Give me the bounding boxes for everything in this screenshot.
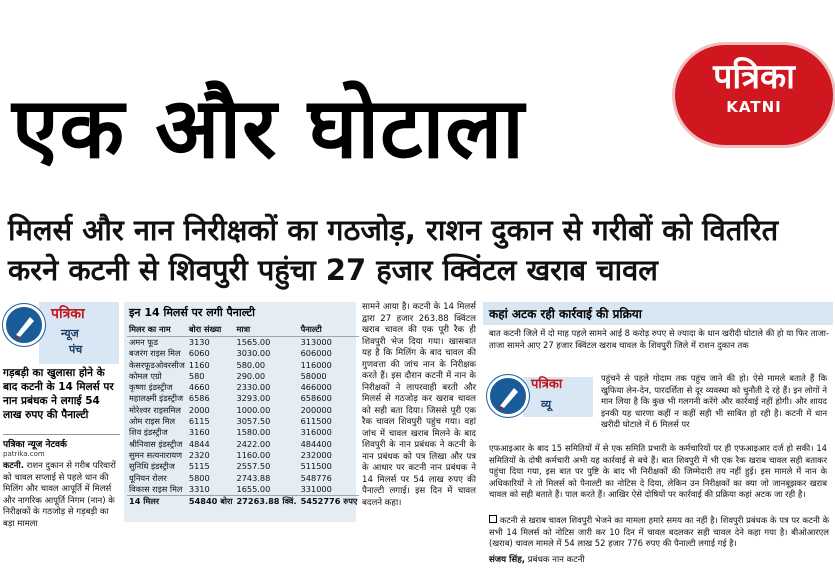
header-miller: मिलर का नाम [127,323,187,337]
cell-quantity: 1565.00 [236,337,271,347]
table-row [127,405,359,416]
table-row [127,473,359,484]
table-row [127,484,359,496]
table-row [127,382,359,393]
cell-bags: 1160 [188,359,210,370]
table-row [127,450,359,461]
cell-quantity: 290.00 [236,370,266,381]
tag-line-1: न्यूज [61,327,79,340]
patrika-logo [675,45,833,145]
penalty-table-title: इन 14 मिलर्स पर लगी पैनाल्टी [129,306,255,319]
view-tag [523,377,593,417]
subheadline-line-2: करने कटनी से शिवपुरी पहुंचा 27 हजार क्विंटल खराब चावल [8,253,658,287]
table-row [127,461,359,472]
byline: पत्रिका न्यूज नेटवर्क [3,434,120,450]
news-punch-tag [39,302,119,364]
headline: एक और घोटाला [12,79,525,177]
cell-bags: 3310 [188,483,210,494]
table-row [127,439,359,450]
news-summary: गड़बड़ी का खुलासा होने के बाद कटनी के 14 मिलर्स पर नान प्रबंधक ने लगाई 54 लाख रुपए की पैनाल्टी [3,367,114,421]
view-column [483,302,833,565]
table-row [127,393,359,404]
cell-penalty: 58000 [300,370,327,381]
cell-miller: महालक्ष्मी इंडस्ट्रीज [129,393,184,404]
news-punch-column [3,300,120,547]
cell-miller: कृष्णा इंडस्ट्रीज [129,382,173,393]
view-body [483,325,833,515]
cell-miller: श्रीनिवास इंडस्ट्रीज [129,438,183,449]
cell-miller: सुमन सत्यनारायण [129,449,183,460]
cell-miller: बजरंग राइस मिल [129,348,181,359]
cell-miller: यूनियन रोलर [129,472,167,483]
cell-quantity: 3030.00 [236,348,271,359]
patrika-view-badge [487,373,597,423]
cell-penalty: 466000 [300,382,332,393]
article-body: सामने आया है। कटनी के 14 मिलर्स द्वारा 27 हजार 263.88 क्विंटल खराब चावल की एक पूरी रैक ही शिवपुरी भेज दिया गया। खासबात यह है कि मिलिंग के बाद चावल की गुणवत्ता की जांच नान के निरीक्षक करते हैं। इस दौरान कटनी में नान के निरीक्षकों ने लापरवाही बरती और मिलर्स से गठजोड़ कर खराब चावल को सही बता दिया। जिससे पूरी एक रैक चावल शिवपुरी पहुंच गया। वहां जांच में चावल खराब मिलने के बाद शिवपुरी के नान प्रबंधक ने कटनी के नान प्रबंधक को पत्र लिखा और पत्र के आधार पर कटनी नान प्रबंधक ने 14 मिलर्स पर 54 लाख रुपए की पैनाल्टी लगाई। इस दिन में चावल बदलने कहा। [362,302,476,508]
view-para-top: बात कटनी जिले में दो माह पहले सामने आई 8 करोड़ रुपए से ज्यादा के धान खरीदी घोटाले की हो या फिर ताजा-ताजा सामने आए 27 हजार क्विंटल खराब चावल के शिवपुरी जिले में राशन दुकान तक [489,328,829,350]
pen-icon [3,304,45,346]
cell-penalty: 548776 [300,472,332,483]
logo-city: KATNI [726,98,782,116]
cell-quantity: 2557.50 [236,461,271,472]
cell-bags: 5800 [188,472,210,483]
cell-penalty: 511500 [300,461,332,472]
quote-icon [489,515,497,523]
cell-bags: 2320 [188,449,210,460]
cell-miller: मोरेश्वर राइसमिल [129,404,181,415]
quote-note-text: कटनी से खराब चावल शिवपुरी भेजने का मामला हमारे समय का नहीं है। शिवपुरी प्रबंधक के पत्र पर कटनी के सभी 14 मिलर्स को नोटिस जारी कर 10 दिन में चावल बदलकर सही चावल देने कहा गया है। बीओआरएल (खराब) चावल मामले में 54 लाख 52 हजार 776 रुपए की पैनाल्टी लगाई गई है। [489,515,829,548]
table-row [127,416,359,427]
quote-note [483,515,833,550]
cell-quantity: 1655.00 [236,483,271,494]
cell-quantity: 2330.00 [236,382,271,393]
pen-icon [487,375,529,417]
cell-penalty: 313000 [300,337,332,347]
cell-quantity: 2422.00 [236,438,271,449]
cell-quantity: 3293.00 [236,393,271,404]
signature-role: प्रबंधक नान कटनी [527,554,585,565]
cell-bags: 6060 [188,348,210,359]
cell-bags: 4660 [188,382,210,393]
header-penalty: पैनाल्टी [299,323,360,337]
tag-line-2: पंच [69,343,83,356]
cell-bags: 580 [188,370,205,381]
cell-miller: शिव इंडस्ट्रीज [129,427,168,438]
cell-penalty: 606000 [300,348,332,359]
cell-bags: 6115 [188,416,210,427]
view-tag-line: व्यू [541,398,552,411]
view-para-mid: पहुंचने से पहले गोदाम तक पहुंच जाने की हो। ऐसे मामले बताते हैं कि खुफिया लेन-देन, पारदर्शिता से दूर व्यवस्था को चुनौती दे रहे हैं। इन लोगों ने मान लिया है कि कुछ भी गलगनी करेंगे और कार्रवाई नहीं होगी। और शायद इनकी यह धारणा कहीं न कहीं सही भी साबित हो रही है। कटनी में धान खरीदी घोटाले में 6 मिलर्स पर [601,373,827,429]
total-miller: 14 मिलर [127,496,187,508]
cell-bags: 5115 [188,461,210,472]
logo-name: पत्रिका [713,57,795,97]
header-quantity: मात्रा [234,323,298,337]
cell-quantity: 3057.50 [236,416,271,427]
total-quantity: 27263.88 क्विं. [236,496,297,507]
penalty-table [127,323,359,507]
table-row [127,360,359,371]
table-row [127,337,359,349]
dateline: कटनी. [3,461,24,471]
cell-bags: 6586 [188,393,210,404]
tag-brand: पत्रिका [51,306,85,322]
cell-quantity: 580.00 [236,359,266,370]
view-title: कहां अटक रही कार्रवाई की प्रक्रिया [483,302,833,325]
total-penalty: 5452776 रुपए [300,496,358,507]
cell-bags: 3130 [188,337,210,347]
cell-quantity: 1000.00 [236,404,271,415]
table-row [127,348,359,359]
table-header-row [127,323,359,337]
news-punch-badge [3,300,120,364]
cell-miller: कोमल एग्रो [129,370,162,381]
subheadline-line-1: मिलर्स और नान निरीक्षकों का गठजोड़, राशन दुकान से गरीबों को वितरित [8,213,779,247]
cell-quantity: 1580.00 [236,427,271,438]
cell-penalty: 316000 [300,427,332,438]
cell-bags: 3160 [188,427,210,438]
cell-penalty: 484400 [300,438,332,449]
table-total-row [127,496,359,508]
cell-miller: अमन फूड [129,337,158,347]
article-intro [3,461,120,530]
penalty-table-box [124,302,356,522]
signature-name: संजय सिंह, [489,554,526,565]
cell-penalty: 611500 [300,416,332,427]
cell-penalty: 658600 [300,393,332,404]
quote-signature [483,550,833,568]
view-para-low: एफआइआर के बाद 15 समितियों में से एक समिति प्रभारी के कर्मचारियों पर ही एफआइआर दर्ज हो सकी। 14 समितियों के दोषी कर्मचारी अभी यह कार्रवाई से बचे हैं। बात शिवपुरी में भी एक रैक खराब चावल सही बताकर पहुंचा दिया गया, इस बात पर पुष्टि के बाद भी निरीक्षकों की जिम्मेदारी तय नहीं हुई। इस मामले में नान के अधिकारियों ने तो मिलर्स को पैनाल्टी का नोटिस दे दिया, लेकिन उन निरीक्षकों का क्या जो जानबूझकर खराब चावल को सही बताते हैं। पाल करते हैं। आखिर ऐसे दोषियों पर कार्रवाई की प्रक्रिया कहां अटक जा रही है। [489,443,827,499]
site-name: patrika.com [3,450,45,458]
total-bags: 54840 बोरा [188,496,233,507]
header-bags: बोरा संख्या [187,323,235,337]
penalty-table-body [127,337,359,496]
article-intro-text: राशन दुकान से गरीब परिवारों को चावल सप्लाई से पहले धान की मिलिंग और चावल आपूर्ति में मिलर्स और नागरिक आपूर्ति निगम (नान) के निरीक्षकों के गठजोड़ से गड़बड़ी का बड़ा मामला [3,461,116,529]
cell-penalty: 331000 [300,483,332,494]
view-tag-brand: पत्रिका [531,377,563,392]
cell-quantity: 1160.00 [236,449,271,460]
cell-bags: 4844 [188,438,210,449]
cell-miller: सुनिधि इंडस्ट्रीज [129,461,175,472]
cell-penalty: 200000 [300,404,332,415]
table-row [127,371,359,382]
cell-miller: केसरफूडओवरसीज [129,359,185,370]
cell-penalty: 232000 [300,449,332,460]
cell-quantity: 2743.88 [236,472,271,483]
cell-miller: विकास राइस मिल [129,483,183,494]
table-row [127,427,359,438]
cell-penalty: 116000 [300,359,332,370]
cell-bags: 2000 [188,404,210,415]
cell-miller: ओम राइस मिल [129,416,176,427]
